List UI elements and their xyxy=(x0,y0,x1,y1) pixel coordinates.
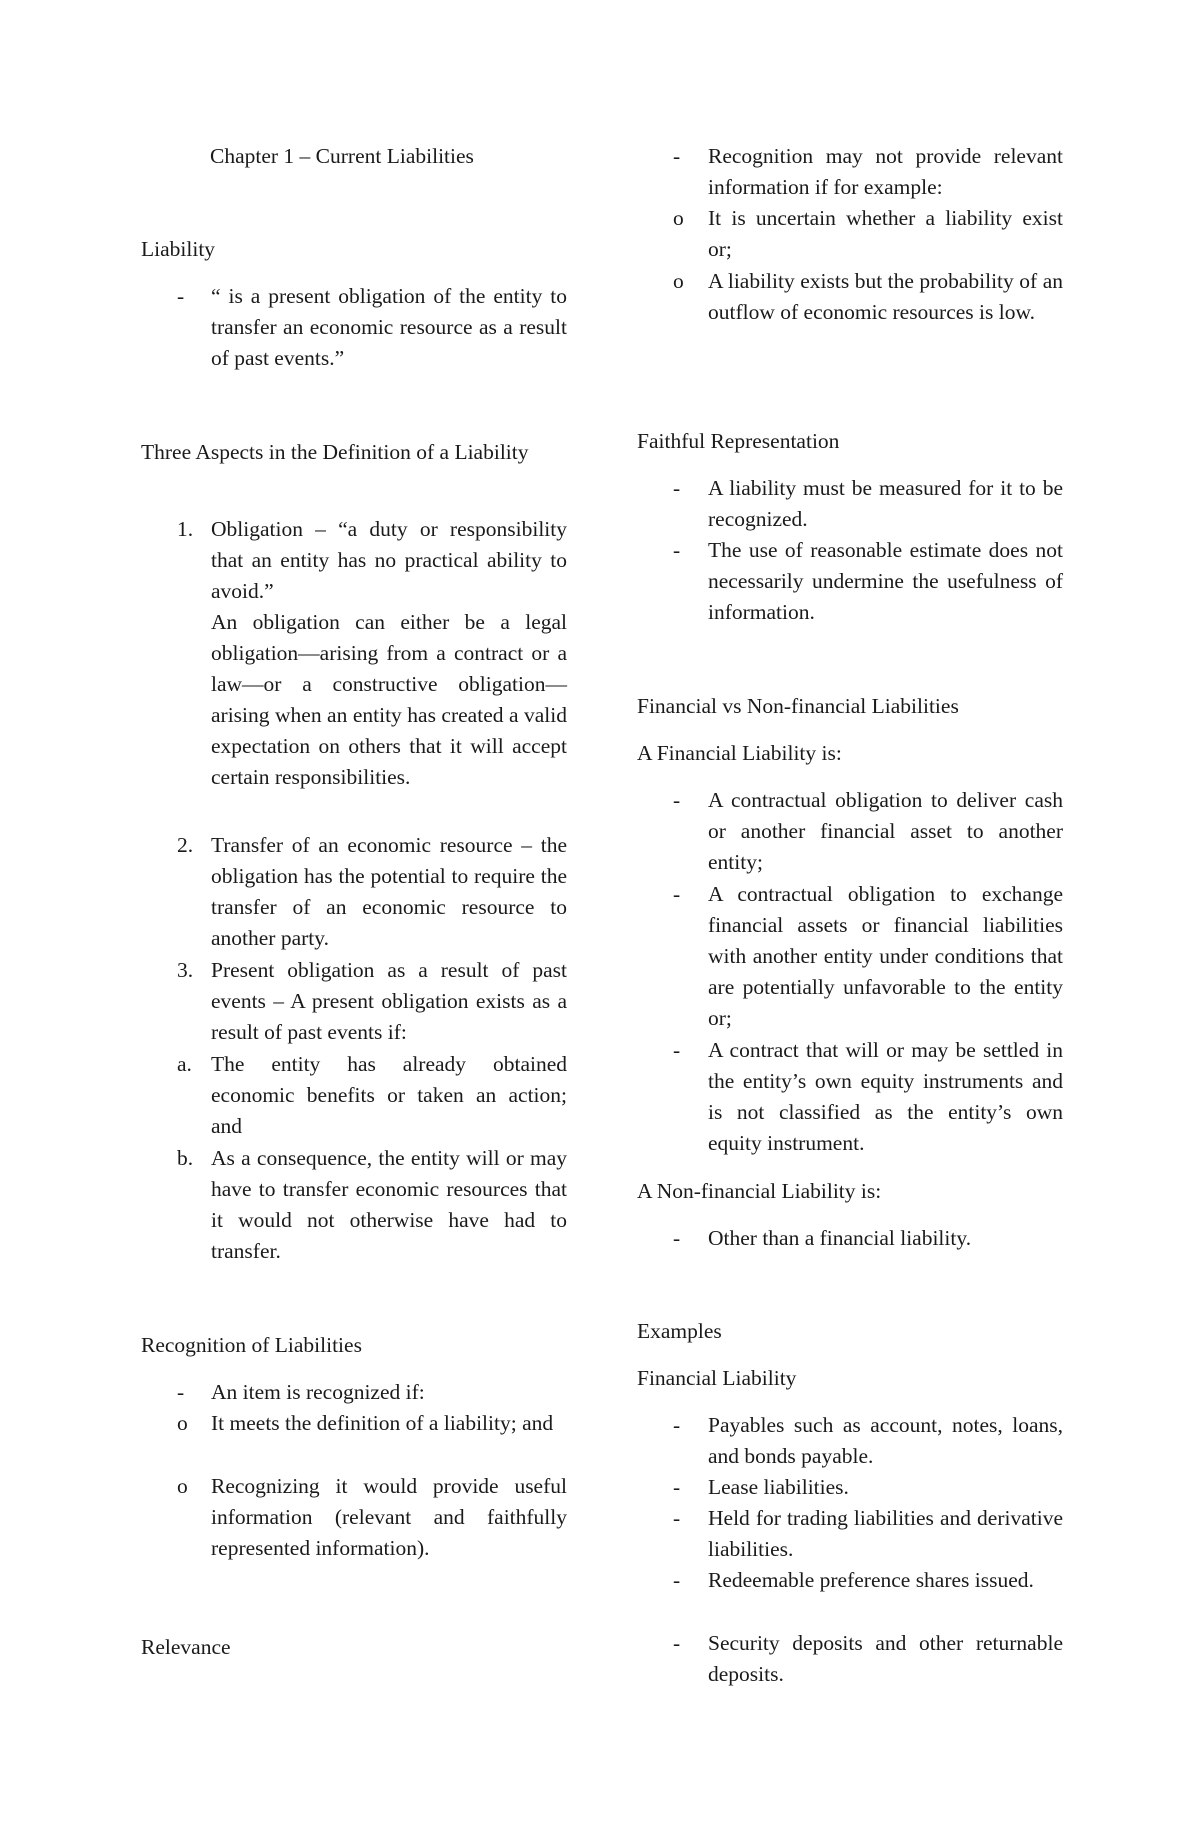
nonfinancial-liability-intro: A Non-financial Liability is: xyxy=(637,1179,882,1203)
recognition-item: An item is recognized if: xyxy=(211,1380,425,1404)
aspect-obligation: Obligation – “a duty or responsibility that an entity has no practical ability to avoid.” xyxy=(211,517,567,603)
example-item: Lease liabilities. xyxy=(708,1475,849,1499)
financial-item: A contractual obligation to deliver cash or another financial asset to another entity; xyxy=(708,788,1063,874)
list-marker: - xyxy=(673,1475,681,1499)
list-marker: - xyxy=(673,1226,681,1250)
list-marker: 1. xyxy=(177,517,194,541)
relevance-item: It is uncertain whether a liability exist or; xyxy=(708,206,1063,261)
financial-item: A contractual obligation to exchange financial assets or financial liabilities with another entity under conditions that are potentially unfavorable to the entity or; xyxy=(708,882,1063,1030)
bullet-marker: - xyxy=(177,284,185,308)
recognition-item: Recognizing it would provide useful information (relevant and faithfully represented information). xyxy=(211,1474,567,1560)
heading-relevance: Relevance xyxy=(141,1635,231,1659)
heading-faithful-representation: Faithful Representation xyxy=(637,429,840,453)
heading-examples: Examples xyxy=(637,1319,722,1343)
list-marker: o xyxy=(673,206,684,230)
list-marker: b. xyxy=(177,1146,194,1170)
chapter-title: Chapter 1 – Current Liabilities xyxy=(210,144,474,168)
list-marker: - xyxy=(673,788,681,812)
heading-three-aspects: Three Aspects in the Definition of a Liability xyxy=(141,440,529,464)
aspect-present-obligation: Present obligation as a result of past events – A present obligation exists as a result of past events if: xyxy=(211,958,567,1044)
relevance-item: Recognition may not provide relevant information if for example: xyxy=(708,144,1063,199)
aspect-obligation-detail: An obligation can either be a legal obligation—arising from a contract or a law—or a constructive obligation—arising when an entity has created a valid expectation on others that it will accept certain responsibilities. xyxy=(211,610,567,789)
list-marker: - xyxy=(177,1380,185,1404)
nonfinancial-item: Other than a financial liability. xyxy=(708,1226,972,1250)
relevance-item: A liability exists but the probability of an outflow of economic resources is low. xyxy=(708,269,1063,324)
list-marker: o xyxy=(673,269,684,293)
recognition-item: It meets the definition of a liability; and xyxy=(211,1411,554,1435)
list-marker: - xyxy=(673,1631,681,1655)
list-marker: - xyxy=(673,1568,681,1592)
faithful-item: The use of reasonable estimate does not necessarily undermine the usefulness of information. xyxy=(708,538,1063,624)
faithful-item: A liability must be measured for it to be recognized. xyxy=(708,476,1063,531)
list-marker: - xyxy=(673,882,681,906)
example-item: Security deposits and other returnable deposits. xyxy=(708,1631,1063,1686)
list-marker: - xyxy=(673,1413,681,1437)
list-marker: - xyxy=(673,538,681,562)
aspect-condition-a: The entity has already obtained economic benefits or taken an action; and xyxy=(211,1052,567,1138)
aspect-transfer: Transfer of an economic resource – the obligation has the potential to require the transfer of an economic resource to another party. xyxy=(211,833,567,950)
list-marker: o xyxy=(177,1411,188,1435)
list-marker: o xyxy=(177,1474,188,1498)
financial-item: A contract that will or may be settled in the entity’s own equity instruments and is not classified as the entity’s own equity instrument. xyxy=(708,1038,1063,1155)
list-marker: - xyxy=(673,1506,681,1530)
list-marker: - xyxy=(673,144,681,168)
example-item: Held for trading liabilities and derivative liabilities. xyxy=(708,1506,1063,1561)
example-item: Redeemable preference shares issued. xyxy=(708,1568,1034,1592)
list-marker: 2. xyxy=(177,833,194,857)
example-item: Payables such as account, notes, loans, and bonds payable. xyxy=(708,1413,1063,1468)
liability-definition: “ is a present obligation of the entity to transfer an economic resource as a result of past events.” xyxy=(211,284,567,370)
list-marker: 3. xyxy=(177,958,194,982)
examples-subheading: Financial Liability xyxy=(637,1366,797,1390)
financial-liability-intro: A Financial Liability is: xyxy=(637,741,842,765)
heading-liability: Liability xyxy=(141,237,216,261)
list-marker: - xyxy=(673,1038,681,1062)
aspect-condition-b: As a consequence, the entity will or may have to transfer economic resources that it would not otherwise have had to transfer. xyxy=(211,1146,567,1263)
heading-recognition: Recognition of Liabilities xyxy=(141,1333,362,1357)
list-marker: - xyxy=(673,476,681,500)
heading-financial-vs-nonfinancial: Financial vs Non-financial Liabilities xyxy=(637,694,959,718)
list-marker: a. xyxy=(177,1052,192,1076)
